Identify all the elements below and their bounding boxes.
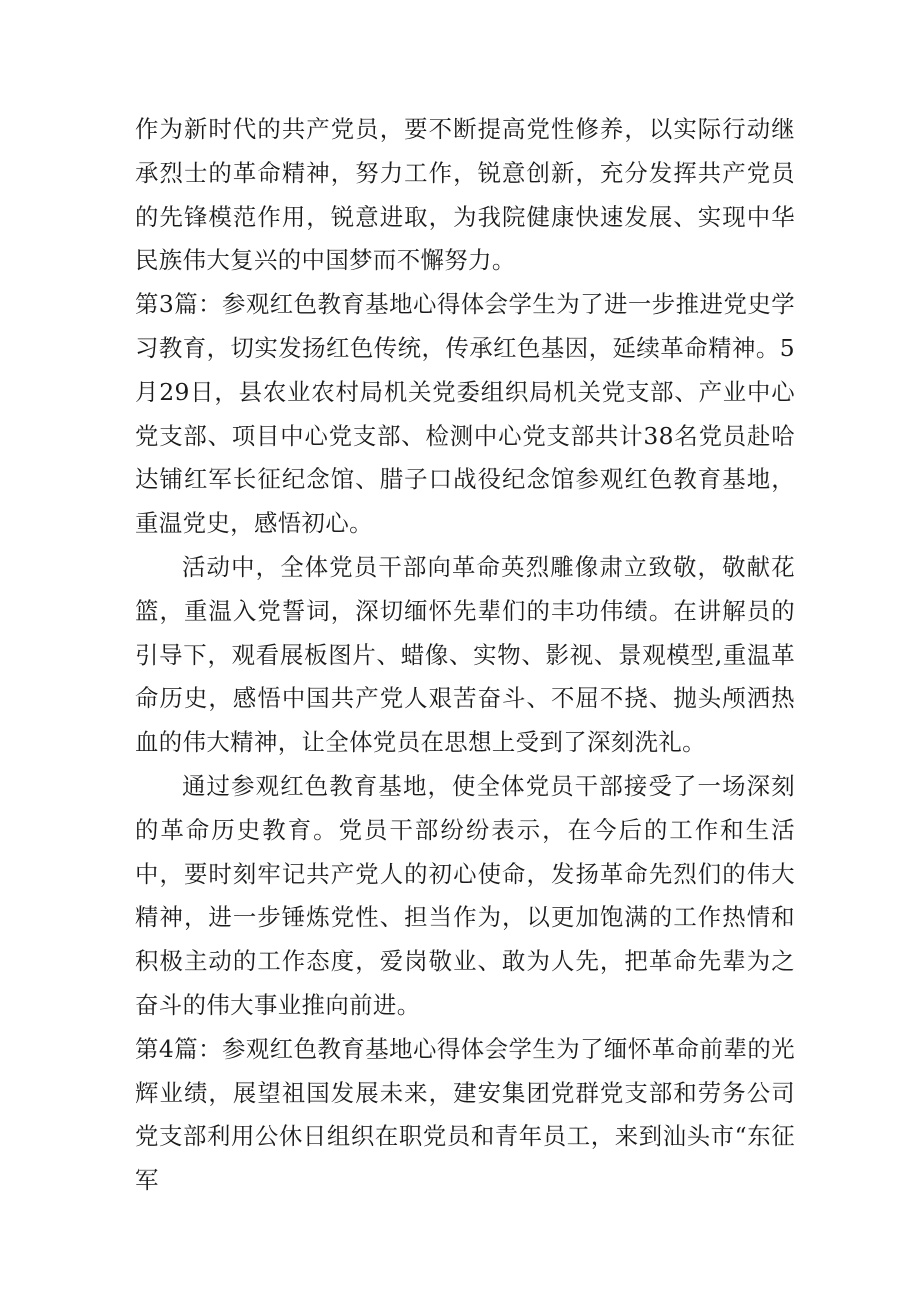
document-body (135, 108, 795, 1203)
paragraph-article-3-heading: 第3篇：参观红色教育基地心得体会学生为了进一步推进党史学习教育，切实发扬红色传统，传承红色基因，延续革命精神。5月29日，县农业农村局机关党委组织局机关党支部、产业中心党支部、项目中心党支部、检测中心党支部共计38名党员赴哈达铺红军长征纪念馆、腊子口战役纪念馆参观红色教育基地，重温党史，感悟初心。 (135, 290, 795, 538)
paragraph-activity: 活动中，全体党员干部向革命英烈雕像肃立致敬，敬献花篮，重温入党誓词，深切缅怀先辈们的丰功伟绩。在讲解员的引导下，观看展板图片、蜡像、实物、影视、景观模型,重温革命历史，感悟中国共产党人艰苦奋斗、不屈不挠、抛头颅洒热血的伟大精神，让全体党员在思想上受到了深刻洗礼。 (135, 552, 795, 757)
paragraph-reflection: 通过参观红色教育基地，使全体党员干部接受了一场深刻的革命历史教育。党员干部纷纷表示，在今后的工作和生活中，要时刻牢记共产党人的初心使命，发扬革命先烈们的伟大精神，进一步锤炼党性、担当作为，以更加饱满的工作热情和积极主动的工作态度，爱岗敬业、敢为人先，把革命先辈为之奋斗的伟大事业推向前进。 (135, 771, 795, 1019)
paragraph-continuation: 作为新时代的共产党员，要不断提高党性修养，以实际行动继承烈士的革命精神，努力工作，锐意创新，充分发挥共产党员的先锋模范作用，锐意进取，为我院健康快速发展、实现中华民族伟大复兴的中国梦而不懈努力。 (135, 115, 795, 275)
paragraph-article-4-heading: 第4篇：参观红色教育基地心得体会学生为了缅怀革命前辈的光辉业绩，展望祖国发展未来，建安集团党群党支部和劳务公司党支部利用公休日组织在职党员和青年员工，来到汕头市“东征军 (135, 1034, 795, 1195)
